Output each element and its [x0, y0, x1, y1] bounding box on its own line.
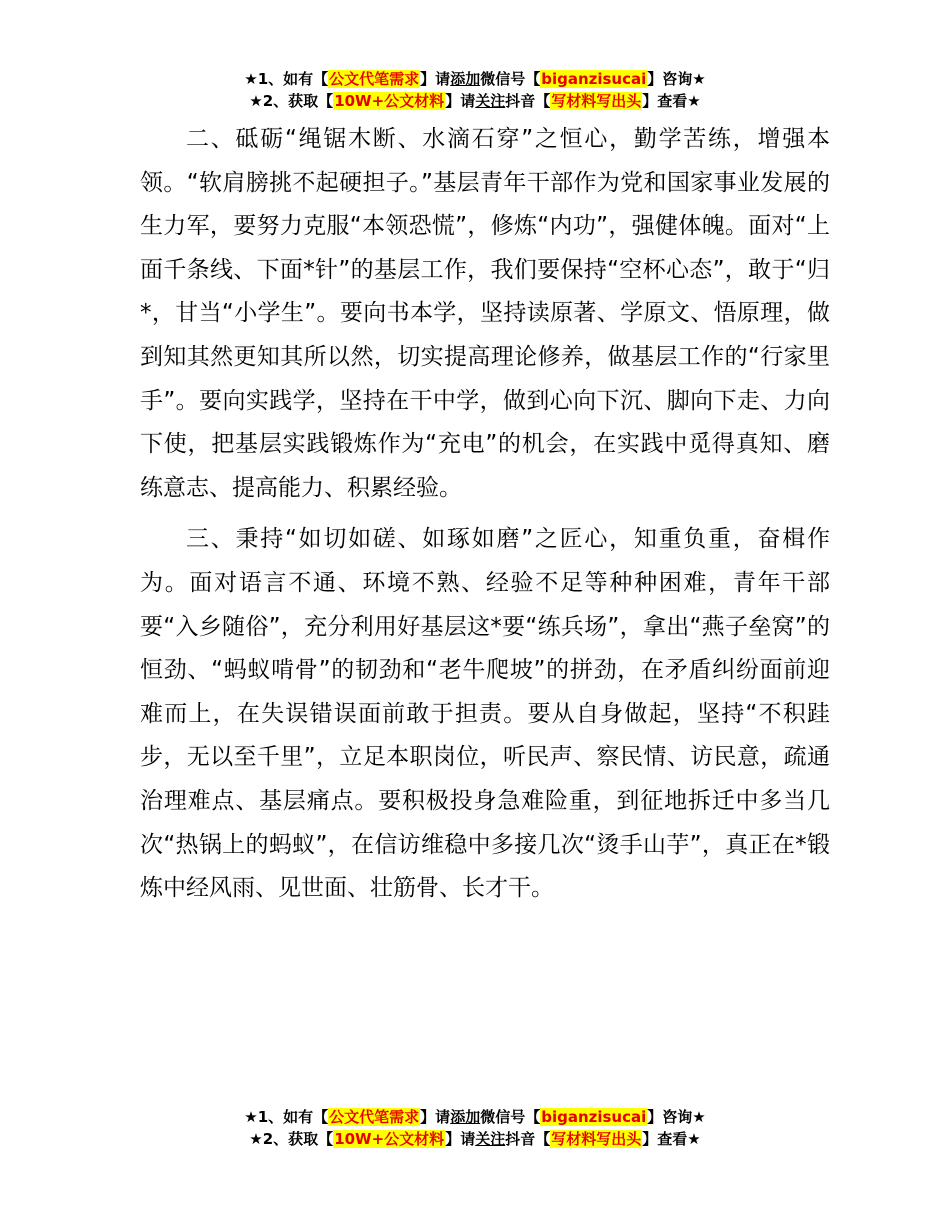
banner-line-2	[0, 1128, 950, 1150]
banner-text: 抖音【	[505, 1130, 551, 1148]
highlight-materials: 10W+公文材料	[334, 1130, 445, 1148]
underlined-follow: 关注	[475, 1130, 506, 1148]
banner-text: 微信号【	[480, 1108, 541, 1126]
highlight-wechat-id: biganzisucai	[541, 1108, 647, 1126]
banner-text: 】咨询★	[647, 70, 706, 88]
highlight-ghostwriting: 公文代笔需求	[329, 1108, 420, 1126]
paragraph-two: 二、砥砺“绳锯木断、水滴石穿”之恒心，勤学苦练，增强本领。“软肩膀挑不起硬担子。”基层青年干部作为党和国家事业发展的生力军，要努力克服“本领恐慌”，修炼“内功”，强健体魄。面对“上面千条线、下面*针”的基层工作，我们要保持“空杯心态”，敢于“归*，甘当“小学生”。要向书本学，坚持读原著、学原文、悟原理，做到知其然更知其所以然，切实提高理论修养，做基层工作的“行家里手”。要向实践学，坚持在干中学，做到心向下沉、脚向下走、力向下使，把基层实践锻炼作为“充电”的机会，在实践中觅得真知、磨练意志、提高能力、积累经验。	[140, 126, 830, 501]
paragraph-three: 三、秉持“如切如磋、如琢如磨”之匠心，知重负重，奋楫作为。面对语言不通、环境不熟、经验不足等种种困难，青年干部要“入乡随俗”，充分利用好基层这*要“练兵场”，拿出“燕子垒窝”的恒劲、“蚂蚁啃骨”的韧劲和“老牛爬坡”的拼劲，在矛盾纠纷面前迎难而上，在失误错误面前敢于担责。要从自身做起，坚持“不积跬步，无以至千里”，立足本职岗位，听民声、察民情、访民意，疏通治理难点、基层痛点。要积极投身急难险重，到征地拆迁中多当几次“热锅上的蚂蚁”，在信访维稳中多接几次“烫手山芋”，真正在*锻炼中经风雨、见世面、壮筋骨、长才干。	[140, 526, 830, 902]
banner-text: ★2、获取【	[249, 1130, 334, 1148]
banner-text: 】请	[445, 92, 476, 110]
highlight-douyin-account: 写材料写出头	[551, 1130, 642, 1148]
banner-text: ★1、如有【	[244, 1108, 329, 1126]
highlight-materials: 10W+公文材料	[334, 92, 445, 110]
underlined-add: 添加	[450, 1108, 481, 1126]
underlined-add: 添加	[450, 70, 481, 88]
highlight-douyin-account: 写材料写出头	[551, 92, 642, 110]
banner-text: 微信号【	[480, 70, 541, 88]
header-banner	[0, 68, 950, 112]
banner-line-2	[0, 90, 950, 112]
banner-text: 】咨询★	[647, 1108, 706, 1126]
highlight-wechat-id: biganzisucai	[541, 70, 647, 88]
banner-line-1	[0, 68, 950, 90]
banner-text: 】请	[445, 1130, 476, 1148]
banner-text: 】查看★	[642, 1130, 701, 1148]
banner-text: ★1、如有【	[244, 70, 329, 88]
banner-text: ★2、获取【	[249, 92, 334, 110]
footer-banner	[0, 1106, 950, 1150]
banner-text: 抖音【	[505, 92, 551, 110]
banner-line-1	[0, 1106, 950, 1128]
banner-text: 】请	[420, 70, 451, 88]
banner-text: 】查看★	[642, 92, 701, 110]
banner-text: 】请	[420, 1108, 451, 1126]
document-body	[140, 118, 830, 911]
underlined-follow: 关注	[475, 92, 506, 110]
highlight-ghostwriting: 公文代笔需求	[329, 70, 420, 88]
